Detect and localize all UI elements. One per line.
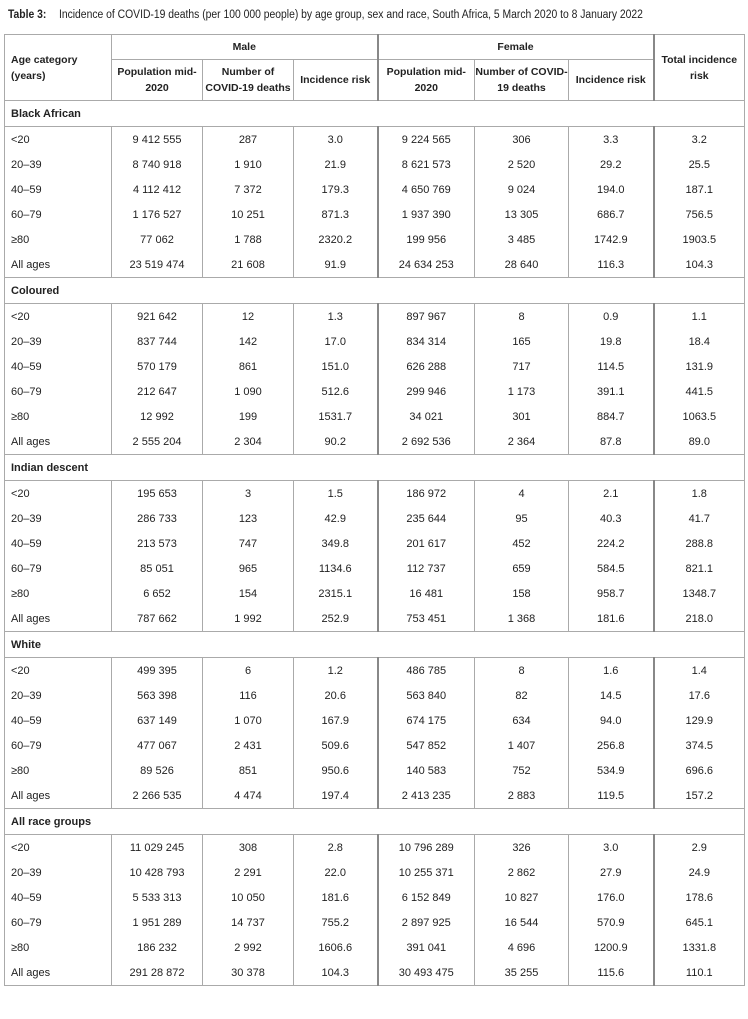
female-deaths-cell: 2 862	[475, 860, 569, 885]
female-deaths-cell: 10 827	[475, 885, 569, 910]
male-incidence-cell: 349.8	[294, 531, 378, 556]
age-category-cell: All ages	[5, 960, 112, 986]
total-incidence-cell: 1063.5	[654, 404, 745, 429]
male-deaths-cell: 3	[203, 481, 294, 507]
total-incidence-cell: 1.1	[654, 304, 745, 330]
male-population-cell: 23 519 474	[112, 252, 203, 278]
total-incidence-cell: 24.9	[654, 860, 745, 885]
age-category-cell: 60–79	[5, 556, 112, 581]
table-row	[5, 152, 745, 177]
male-population-cell: 10 428 793	[112, 860, 203, 885]
male-deaths-cell: 1 992	[203, 606, 294, 632]
male-deaths-cell: 1 090	[203, 379, 294, 404]
group-header-row	[5, 809, 745, 835]
male-incidence-cell: 509.6	[294, 733, 378, 758]
female-population-cell: 299 946	[378, 379, 475, 404]
female-incidence-cell: 194.0	[569, 177, 654, 202]
male-population-cell: 8 740 918	[112, 152, 203, 177]
female-population-cell: 1 937 390	[378, 202, 475, 227]
header-total-incidence: Total incidence risk	[654, 35, 745, 101]
female-population-cell: 199 956	[378, 227, 475, 252]
age-category-cell: 60–79	[5, 733, 112, 758]
female-deaths-cell: 1 407	[475, 733, 569, 758]
male-incidence-cell: 3.0	[294, 127, 378, 153]
table-row	[5, 581, 745, 606]
female-incidence-cell: 584.5	[569, 556, 654, 581]
female-deaths-cell: 634	[475, 708, 569, 733]
male-deaths-cell: 6	[203, 658, 294, 684]
male-population-cell: 6 652	[112, 581, 203, 606]
table-row	[5, 354, 745, 379]
male-deaths-cell: 965	[203, 556, 294, 581]
age-category-cell: ≥80	[5, 227, 112, 252]
female-deaths-cell: 82	[475, 683, 569, 708]
male-deaths-cell: 2 304	[203, 429, 294, 455]
female-population-cell: 186 972	[378, 481, 475, 507]
male-incidence-cell: 252.9	[294, 606, 378, 632]
male-incidence-cell: 42.9	[294, 506, 378, 531]
female-population-cell: 753 451	[378, 606, 475, 632]
male-incidence-cell: 1134.6	[294, 556, 378, 581]
female-deaths-cell: 35 255	[475, 960, 569, 986]
age-category-cell: 40–59	[5, 708, 112, 733]
table-row	[5, 379, 745, 404]
male-deaths-cell: 123	[203, 506, 294, 531]
male-incidence-cell: 2.8	[294, 835, 378, 861]
female-population-cell: 4 650 769	[378, 177, 475, 202]
male-incidence-cell: 104.3	[294, 960, 378, 986]
male-incidence-cell: 1.3	[294, 304, 378, 330]
age-category-cell: 60–79	[5, 202, 112, 227]
table-row	[5, 733, 745, 758]
male-deaths-cell: 154	[203, 581, 294, 606]
female-incidence-cell: 27.9	[569, 860, 654, 885]
female-deaths-cell: 16 544	[475, 910, 569, 935]
table-row	[5, 910, 745, 935]
male-incidence-cell: 167.9	[294, 708, 378, 733]
male-deaths-cell: 199	[203, 404, 294, 429]
table-row	[5, 481, 745, 507]
female-deaths-cell: 158	[475, 581, 569, 606]
female-population-cell: 2 897 925	[378, 910, 475, 935]
female-population-cell: 112 737	[378, 556, 475, 581]
female-deaths-cell: 2 520	[475, 152, 569, 177]
female-incidence-cell: 115.6	[569, 960, 654, 986]
male-deaths-cell: 1 788	[203, 227, 294, 252]
total-incidence-cell: 1.4	[654, 658, 745, 684]
male-incidence-cell: 17.0	[294, 329, 378, 354]
total-incidence-cell: 645.1	[654, 910, 745, 935]
group-header-row	[5, 632, 745, 658]
header-male-population: Population mid-2020	[112, 60, 203, 101]
table-row	[5, 935, 745, 960]
female-deaths-cell: 452	[475, 531, 569, 556]
female-population-cell: 2 413 235	[378, 783, 475, 809]
female-population-cell: 563 840	[378, 683, 475, 708]
female-deaths-cell: 306	[475, 127, 569, 153]
age-category-cell: ≥80	[5, 404, 112, 429]
male-population-cell: 186 232	[112, 935, 203, 960]
header-female-deaths: Number of COVID-19 deaths	[475, 60, 569, 101]
male-incidence-cell: 2315.1	[294, 581, 378, 606]
female-population-cell: 24 634 253	[378, 252, 475, 278]
female-deaths-cell: 165	[475, 329, 569, 354]
male-deaths-cell: 142	[203, 329, 294, 354]
total-incidence-cell: 41.7	[654, 506, 745, 531]
total-incidence-cell: 187.1	[654, 177, 745, 202]
female-incidence-cell: 119.5	[569, 783, 654, 809]
total-incidence-cell: 157.2	[654, 783, 745, 809]
male-deaths-cell: 116	[203, 683, 294, 708]
age-category-cell: 40–59	[5, 177, 112, 202]
male-deaths-cell: 861	[203, 354, 294, 379]
male-deaths-cell: 1 070	[203, 708, 294, 733]
table-body	[5, 101, 745, 986]
female-deaths-cell: 4	[475, 481, 569, 507]
female-population-cell: 10 255 371	[378, 860, 475, 885]
group-header-row	[5, 455, 745, 481]
caption-label: Table 3:	[8, 9, 47, 21]
female-incidence-cell: 686.7	[569, 202, 654, 227]
female-incidence-cell: 181.6	[569, 606, 654, 632]
female-incidence-cell: 3.3	[569, 127, 654, 153]
table-row	[5, 177, 745, 202]
female-incidence-cell: 958.7	[569, 581, 654, 606]
total-incidence-cell: 696.6	[654, 758, 745, 783]
male-deaths-cell: 4 474	[203, 783, 294, 809]
table-row	[5, 835, 745, 861]
age-category-cell: 40–59	[5, 354, 112, 379]
header-female-incidence: Incidence risk	[569, 60, 654, 101]
male-incidence-cell: 181.6	[294, 885, 378, 910]
table-row	[5, 556, 745, 581]
female-incidence-cell: 94.0	[569, 708, 654, 733]
male-population-cell: 837 744	[112, 329, 203, 354]
male-incidence-cell: 2320.2	[294, 227, 378, 252]
male-incidence-cell: 1606.6	[294, 935, 378, 960]
total-incidence-cell: 3.2	[654, 127, 745, 153]
female-deaths-cell: 8	[475, 304, 569, 330]
table-row	[5, 227, 745, 252]
age-category-cell: <20	[5, 304, 112, 330]
male-deaths-cell: 2 992	[203, 935, 294, 960]
header-female-population: Population mid-2020	[378, 60, 475, 101]
female-population-cell: 547 852	[378, 733, 475, 758]
age-category-cell: 60–79	[5, 379, 112, 404]
female-incidence-cell: 534.9	[569, 758, 654, 783]
female-population-cell: 486 785	[378, 658, 475, 684]
age-category-cell: ≥80	[5, 581, 112, 606]
group-name: All race groups	[5, 809, 745, 835]
male-incidence-cell: 21.9	[294, 152, 378, 177]
total-incidence-cell: 178.6	[654, 885, 745, 910]
female-incidence-cell: 1200.9	[569, 935, 654, 960]
male-incidence-cell: 512.6	[294, 379, 378, 404]
header-male-incidence: Incidence risk	[294, 60, 378, 101]
female-incidence-cell: 884.7	[569, 404, 654, 429]
male-deaths-cell: 2 431	[203, 733, 294, 758]
age-category-cell: All ages	[5, 606, 112, 632]
female-incidence-cell: 570.9	[569, 910, 654, 935]
male-deaths-cell: 12	[203, 304, 294, 330]
female-population-cell: 9 224 565	[378, 127, 475, 153]
female-deaths-cell: 2 883	[475, 783, 569, 809]
age-category-cell: <20	[5, 127, 112, 153]
male-incidence-cell: 1531.7	[294, 404, 378, 429]
female-deaths-cell: 4 696	[475, 935, 569, 960]
total-incidence-cell: 104.3	[654, 252, 745, 278]
table-row	[5, 127, 745, 153]
male-incidence-cell: 179.3	[294, 177, 378, 202]
male-population-cell: 213 573	[112, 531, 203, 556]
table-row	[5, 885, 745, 910]
female-population-cell: 16 481	[378, 581, 475, 606]
total-incidence-cell: 821.1	[654, 556, 745, 581]
age-category-cell: All ages	[5, 783, 112, 809]
male-population-cell: 89 526	[112, 758, 203, 783]
male-population-cell: 4 112 412	[112, 177, 203, 202]
group-name: White	[5, 632, 745, 658]
female-population-cell: 2 692 536	[378, 429, 475, 455]
female-incidence-cell: 176.0	[569, 885, 654, 910]
table-row	[5, 860, 745, 885]
female-deaths-cell: 326	[475, 835, 569, 861]
female-incidence-cell: 224.2	[569, 531, 654, 556]
male-population-cell: 2 555 204	[112, 429, 203, 455]
male-population-cell: 195 653	[112, 481, 203, 507]
female-population-cell: 391 041	[378, 935, 475, 960]
female-incidence-cell: 0.9	[569, 304, 654, 330]
age-category-cell: 40–59	[5, 531, 112, 556]
female-incidence-cell: 3.0	[569, 835, 654, 861]
age-category-cell: <20	[5, 658, 112, 684]
group-name: Black African	[5, 101, 745, 127]
total-incidence-cell: 2.9	[654, 835, 745, 861]
male-deaths-cell: 2 291	[203, 860, 294, 885]
male-population-cell: 85 051	[112, 556, 203, 581]
group-header-row	[5, 101, 745, 127]
female-incidence-cell: 256.8	[569, 733, 654, 758]
male-incidence-cell: 197.4	[294, 783, 378, 809]
female-incidence-cell: 14.5	[569, 683, 654, 708]
total-incidence-cell: 18.4	[654, 329, 745, 354]
female-deaths-cell: 9 024	[475, 177, 569, 202]
female-incidence-cell: 391.1	[569, 379, 654, 404]
total-incidence-cell: 1331.8	[654, 935, 745, 960]
female-deaths-cell: 28 640	[475, 252, 569, 278]
male-incidence-cell: 20.6	[294, 683, 378, 708]
incidence-table	[4, 34, 745, 986]
male-population-cell: 12 992	[112, 404, 203, 429]
header-age-category: Age category (years)	[5, 35, 112, 101]
total-incidence-cell: 441.5	[654, 379, 745, 404]
male-population-cell: 787 662	[112, 606, 203, 632]
male-population-cell: 77 062	[112, 227, 203, 252]
table-row	[5, 304, 745, 330]
table-row	[5, 758, 745, 783]
female-incidence-cell: 2.1	[569, 481, 654, 507]
female-population-cell: 674 175	[378, 708, 475, 733]
total-incidence-cell: 89.0	[654, 429, 745, 455]
male-population-cell: 11 029 245	[112, 835, 203, 861]
table-row	[5, 252, 745, 278]
age-category-cell: All ages	[5, 252, 112, 278]
male-deaths-cell: 308	[203, 835, 294, 861]
female-population-cell: 140 583	[378, 758, 475, 783]
male-deaths-cell: 10 251	[203, 202, 294, 227]
male-incidence-cell: 1.2	[294, 658, 378, 684]
female-deaths-cell: 3 485	[475, 227, 569, 252]
table-row	[5, 202, 745, 227]
age-category-cell: 40–59	[5, 885, 112, 910]
female-population-cell: 8 621 573	[378, 152, 475, 177]
age-category-cell: 20–39	[5, 329, 112, 354]
age-category-cell: <20	[5, 481, 112, 507]
male-incidence-cell: 1.5	[294, 481, 378, 507]
male-deaths-cell: 7 372	[203, 177, 294, 202]
male-population-cell: 1 176 527	[112, 202, 203, 227]
table-caption	[8, 9, 643, 21]
female-deaths-cell: 717	[475, 354, 569, 379]
age-category-cell: 20–39	[5, 683, 112, 708]
total-incidence-cell: 288.8	[654, 531, 745, 556]
total-incidence-cell: 110.1	[654, 960, 745, 986]
male-deaths-cell: 21 608	[203, 252, 294, 278]
male-population-cell: 5 533 313	[112, 885, 203, 910]
total-incidence-cell: 1348.7	[654, 581, 745, 606]
male-population-cell: 570 179	[112, 354, 203, 379]
table-row	[5, 429, 745, 455]
total-incidence-cell: 756.5	[654, 202, 745, 227]
female-deaths-cell: 95	[475, 506, 569, 531]
header-male-deaths: Number of COVID-19 deaths	[203, 60, 294, 101]
table-row	[5, 783, 745, 809]
group-name: Indian descent	[5, 455, 745, 481]
male-incidence-cell: 91.9	[294, 252, 378, 278]
male-deaths-cell: 10 050	[203, 885, 294, 910]
table-row	[5, 329, 745, 354]
female-incidence-cell: 116.3	[569, 252, 654, 278]
female-deaths-cell: 1 368	[475, 606, 569, 632]
total-incidence-cell: 1903.5	[654, 227, 745, 252]
age-category-cell: 20–39	[5, 506, 112, 531]
female-population-cell: 30 493 475	[378, 960, 475, 986]
female-deaths-cell: 301	[475, 404, 569, 429]
total-incidence-cell: 131.9	[654, 354, 745, 379]
male-population-cell: 477 067	[112, 733, 203, 758]
male-deaths-cell: 14 737	[203, 910, 294, 935]
male-deaths-cell: 287	[203, 127, 294, 153]
female-incidence-cell: 19.8	[569, 329, 654, 354]
header-female: Female	[378, 35, 654, 60]
group-name: Coloured	[5, 278, 745, 304]
female-population-cell: 10 796 289	[378, 835, 475, 861]
age-category-cell: ≥80	[5, 935, 112, 960]
table-row	[5, 683, 745, 708]
female-population-cell: 897 967	[378, 304, 475, 330]
male-population-cell: 637 149	[112, 708, 203, 733]
female-deaths-cell: 2 364	[475, 429, 569, 455]
table-row	[5, 606, 745, 632]
total-incidence-cell: 374.5	[654, 733, 745, 758]
female-population-cell: 6 152 849	[378, 885, 475, 910]
age-category-cell: All ages	[5, 429, 112, 455]
age-category-cell: ≥80	[5, 758, 112, 783]
table-row	[5, 658, 745, 684]
female-incidence-cell: 1742.9	[569, 227, 654, 252]
total-incidence-cell: 25.5	[654, 152, 745, 177]
table-row	[5, 506, 745, 531]
age-category-cell: 20–39	[5, 860, 112, 885]
female-deaths-cell: 8	[475, 658, 569, 684]
female-population-cell: 235 644	[378, 506, 475, 531]
male-deaths-cell: 747	[203, 531, 294, 556]
female-incidence-cell: 114.5	[569, 354, 654, 379]
male-deaths-cell: 30 378	[203, 960, 294, 986]
total-incidence-cell: 1.8	[654, 481, 745, 507]
male-incidence-cell: 755.2	[294, 910, 378, 935]
male-population-cell: 563 398	[112, 683, 203, 708]
female-population-cell: 201 617	[378, 531, 475, 556]
male-population-cell: 1 951 289	[112, 910, 203, 935]
male-incidence-cell: 871.3	[294, 202, 378, 227]
total-incidence-cell: 17.6	[654, 683, 745, 708]
female-incidence-cell: 29.2	[569, 152, 654, 177]
female-incidence-cell: 40.3	[569, 506, 654, 531]
female-population-cell: 34 021	[378, 404, 475, 429]
group-header-row	[5, 278, 745, 304]
male-population-cell: 2 266 535	[112, 783, 203, 809]
male-incidence-cell: 90.2	[294, 429, 378, 455]
female-deaths-cell: 752	[475, 758, 569, 783]
female-deaths-cell: 13 305	[475, 202, 569, 227]
table-row	[5, 531, 745, 556]
male-population-cell: 499 395	[112, 658, 203, 684]
female-incidence-cell: 1.6	[569, 658, 654, 684]
male-deaths-cell: 851	[203, 758, 294, 783]
table-row	[5, 404, 745, 429]
female-incidence-cell: 87.8	[569, 429, 654, 455]
male-incidence-cell: 22.0	[294, 860, 378, 885]
male-population-cell: 212 647	[112, 379, 203, 404]
table-row	[5, 960, 745, 986]
age-category-cell: 60–79	[5, 910, 112, 935]
male-deaths-cell: 1 910	[203, 152, 294, 177]
female-population-cell: 626 288	[378, 354, 475, 379]
total-incidence-cell: 218.0	[654, 606, 745, 632]
table-row	[5, 708, 745, 733]
header-male: Male	[112, 35, 378, 60]
male-incidence-cell: 950.6	[294, 758, 378, 783]
total-incidence-cell: 129.9	[654, 708, 745, 733]
male-population-cell: 921 642	[112, 304, 203, 330]
male-incidence-cell: 151.0	[294, 354, 378, 379]
male-population-cell: 291 28 872	[112, 960, 203, 986]
male-population-cell: 9 412 555	[112, 127, 203, 153]
caption-text: Incidence of COVID-19 deaths (per 100 000 people) by age group, sex and race, South Africa, 5 March 2020 to 8 January 2022	[58, 9, 643, 21]
female-population-cell: 834 314	[378, 329, 475, 354]
male-population-cell: 286 733	[112, 506, 203, 531]
female-deaths-cell: 1 173	[475, 379, 569, 404]
age-category-cell: <20	[5, 835, 112, 861]
age-category-cell: 20–39	[5, 152, 112, 177]
female-deaths-cell: 659	[475, 556, 569, 581]
